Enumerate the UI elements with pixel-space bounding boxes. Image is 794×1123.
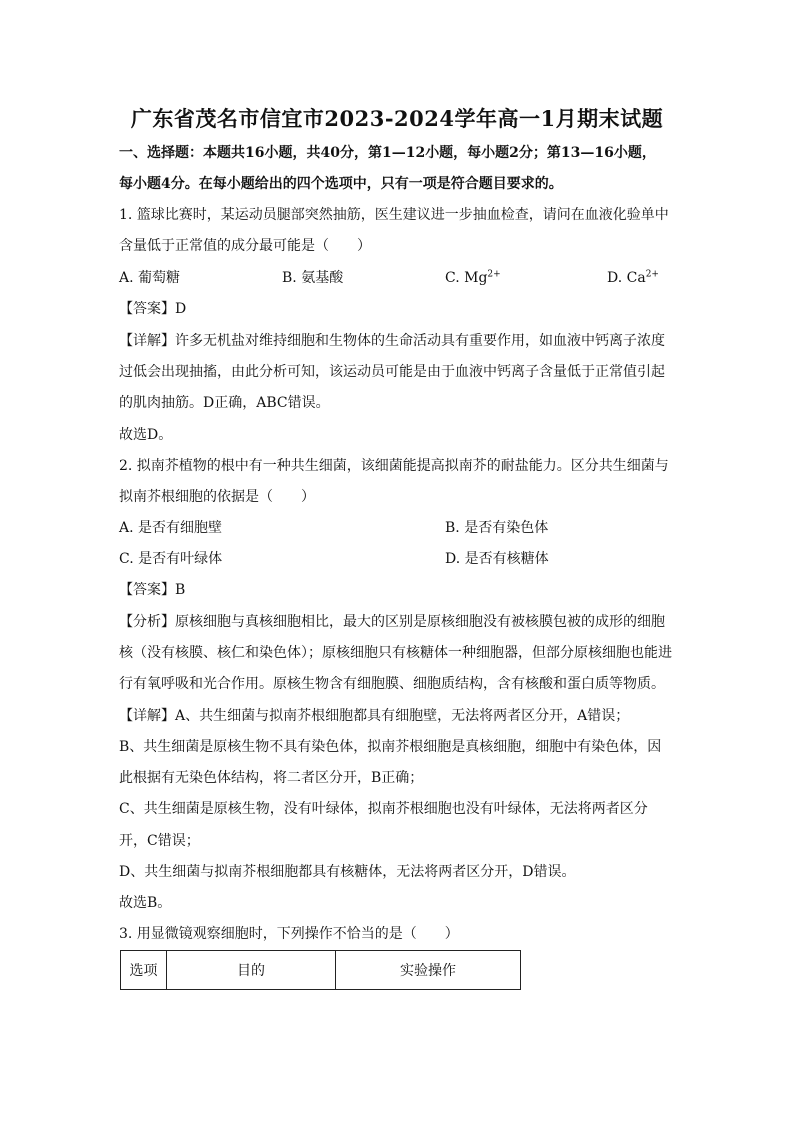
table-header-purpose: 目的 [167, 951, 336, 990]
section-instructions-line-2: 每小题4分。在每小题给出的四个选项中，只有一项是符合题目要求的。 [119, 176, 563, 192]
q2-detail-d: D、共生细菌与拟南芥根细胞都具有核糖体，无法将两者区分开，D错误。 [119, 864, 576, 880]
q1-option-d-text: D. Ca [607, 270, 646, 286]
q2-detail-b-line-1: B、共生细菌是原核生物不具有染色体，拟南芥根细胞是真核细胞，细胞中有染色体，因 [119, 739, 662, 755]
q2-detail-c-line-1: C、共生细菌是原核生物，没有叶绿体，拟南芥根细胞也没有叶绿体，无法将两者区分 [119, 801, 648, 817]
section-instructions-line-1: 一、选择题：本题共16小题，共40分，第1—12小题，每小题2分；第13—16小题， [119, 145, 656, 161]
q1-option-a: A. 葡萄糖 [119, 270, 181, 286]
q2-analysis-line-2: 核（没有核膜、核仁和染色体）；原核细胞只有核糖体一种细胞器，但部分原核细胞也能进 [119, 645, 672, 661]
q3-table [120, 950, 521, 990]
q2-stem-line-2: 拟南芥根细胞的依据是（ ） [119, 489, 315, 505]
q2-answer: 【答案】B [119, 582, 186, 598]
table-header-operation: 实验操作 [336, 951, 521, 990]
q1-option-c [445, 268, 501, 288]
q1-choose: 故选D。 [119, 427, 173, 443]
q2-option-b: B. 是否有染色体 [445, 520, 549, 536]
q1-answer: 【答案】D [119, 301, 187, 317]
q2-detail-a: 【详解】A、共生细菌与拟南芥根细胞都具有细胞壁，无法将两者区分开，A错误； [119, 708, 630, 724]
q1-option-c-text: C. Mg [445, 270, 488, 286]
q1-detail-line-3: 的肌肉抽筋。D正确，ABC错误。 [119, 395, 330, 411]
q2-detail-c-line-2: 开，C错误； [119, 833, 200, 849]
q1-detail-line-2: 过低会出现抽搐，由此分析可知，该运动员可能是由于血液中钙离子含量低于正常值引起 [119, 364, 665, 380]
q1-option-c-superscript: 2+ [487, 269, 501, 280]
table-header-option: 选项 [121, 951, 167, 990]
page-title: 广东省茂名市信宜市2023-2024学年高一1月期末试题 [130, 106, 664, 131]
q3-stem: 3. 用显微镜观察细胞时，下列操作不恰当的是（ ） [119, 926, 459, 942]
q2-analysis-line-3: 行有氧呼吸和光合作用。原核生物含有细胞膜、细胞质结构，含有核酸和蛋白质等物质。 [119, 676, 665, 692]
q1-option-d-superscript: 2+ [645, 269, 659, 280]
table-row [121, 951, 521, 990]
q2-option-a: A. 是否有细胞壁 [119, 520, 223, 536]
q2-stem-line-1: 2. 拟南芥植物的根中有一种共生细菌，该细菌能提高拟南芥的耐盐能力。区分共生细菌与 [119, 458, 669, 474]
q2-detail-b-line-2: 此根据有无染色体结构，将二者区分开，B正确； [119, 770, 424, 786]
q1-option-d [607, 268, 659, 288]
q1-stem-line-1: 1. 篮球比赛时，某运动员腿部突然抽筋，医生建议进一步抽血检查，请问在血液化验单中 [119, 207, 669, 223]
q2-analysis-line-1: 【分析】原核细胞与真核细胞相比，最大的区别是原核细胞没有被核膜包被的成形的细胞 [119, 614, 665, 630]
q2-option-d: D. 是否有核糖体 [445, 551, 549, 567]
q1-stem-line-2: 含量低于正常值的成分最可能是（ ） [119, 238, 371, 254]
q1-detail-line-1: 【详解】许多无机盐对维持细胞和生物体的生命活动具有重要作用，如血液中钙离子浓度 [119, 333, 665, 349]
q2-choose: 故选B。 [119, 895, 172, 911]
q2-option-c: C. 是否有叶绿体 [119, 551, 223, 567]
q1-option-b: B. 氨基酸 [282, 270, 344, 286]
